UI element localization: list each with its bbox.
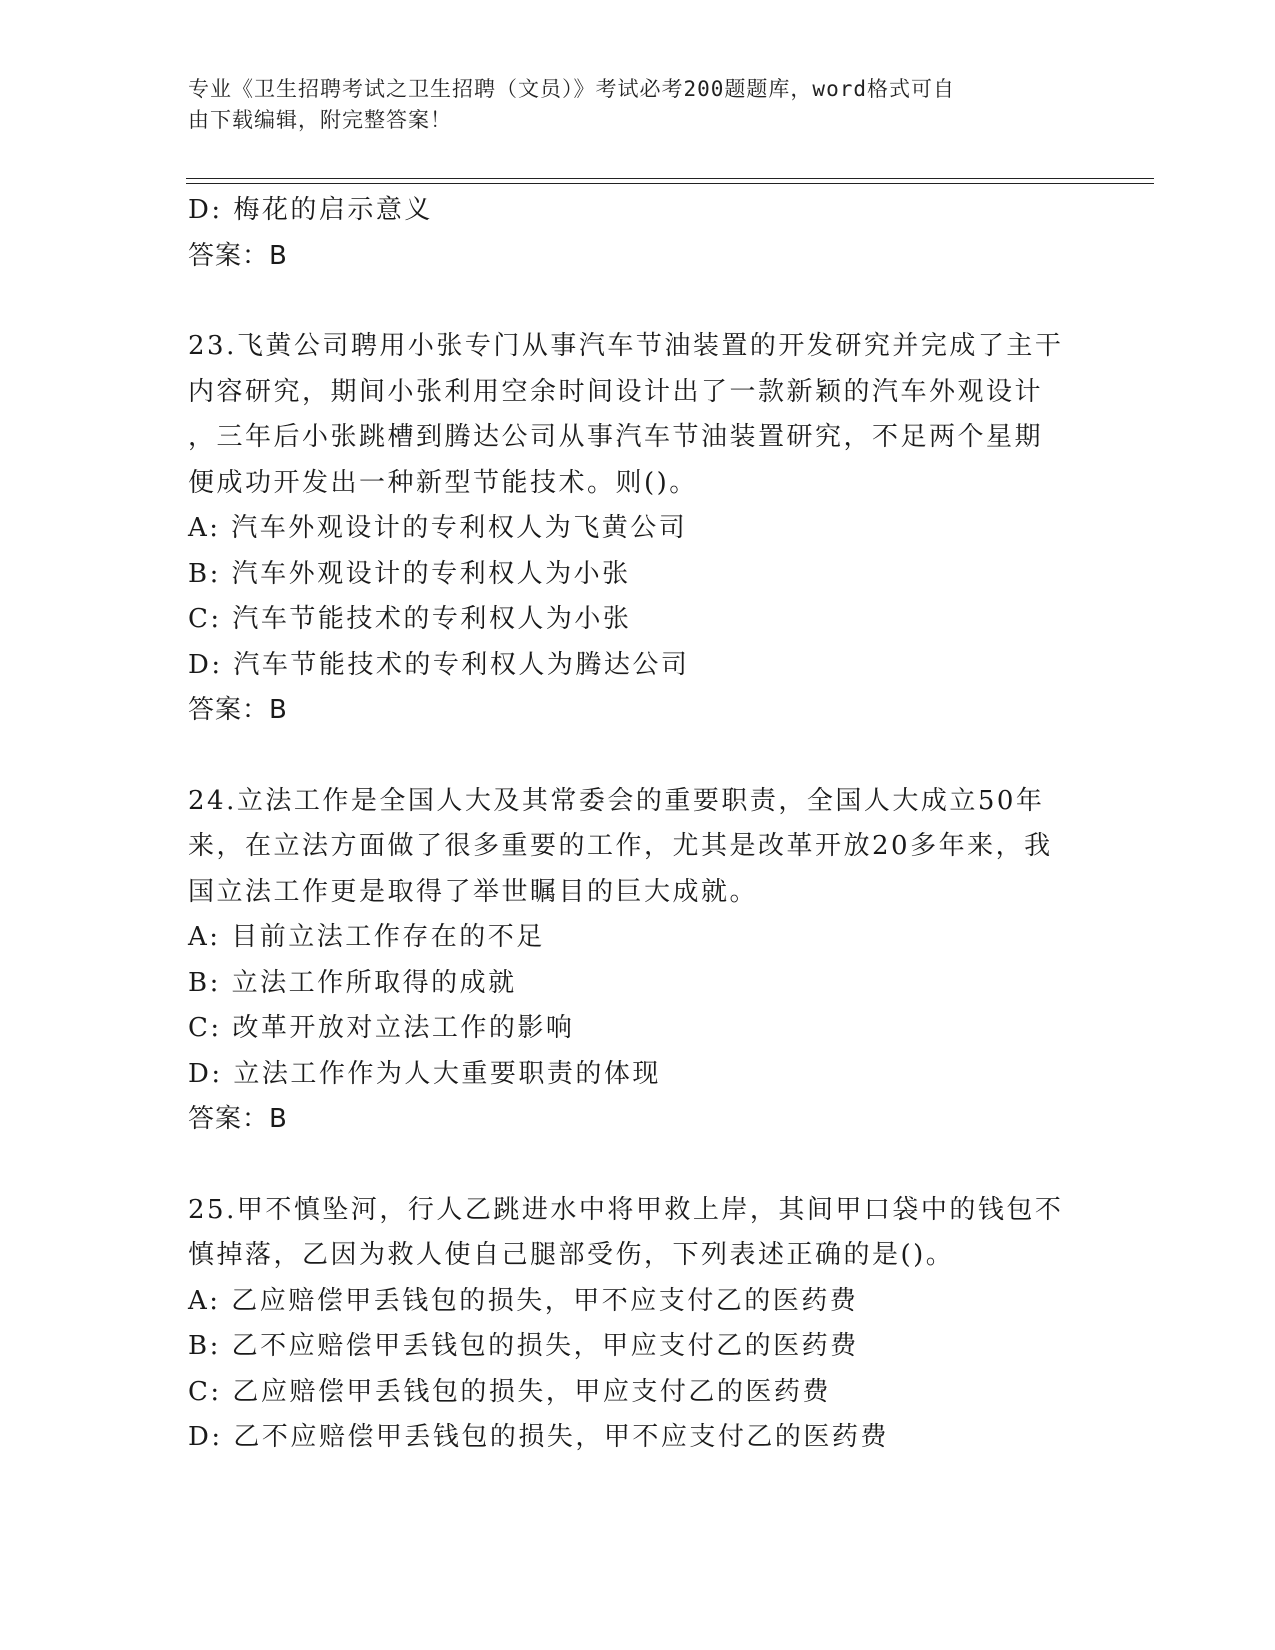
spacer xyxy=(188,279,1088,324)
question-block xyxy=(188,1188,1088,1461)
answer-line: 答案：B xyxy=(188,1104,288,1134)
spacer xyxy=(188,734,1088,779)
option-a: A: 汽车外观设计的专利权人为飞黄公司 xyxy=(188,513,688,543)
question-stem-line: 24.立法工作是全国人大及其常委会的重要职责，全国人大成立50年 xyxy=(188,785,1045,816)
option-b: B: 汽车外观设计的专利权人为小张 xyxy=(188,558,631,589)
option-c: C: 乙应赔偿甲丢钱包的损失，甲应支付乙的医药费 xyxy=(188,1376,831,1407)
option-d: D: 立法工作作为人大重要职责的体现 xyxy=(188,1058,661,1089)
page-header xyxy=(188,74,1068,136)
answer-line: 答案：B xyxy=(188,695,288,725)
answer-line: 答案：B xyxy=(188,240,288,271)
option-d: D: 梅花的启示意义 xyxy=(188,195,433,225)
option-d: D: 乙不应赔偿甲丢钱包的损失，甲不应支付乙的医药费 xyxy=(188,1422,889,1452)
header-line: 专业《卫生招聘考试之卫生招聘（文员）》考试必考200题题库，word格式可自 xyxy=(188,77,955,101)
question-stem-line: 内容研究，期间小张利用空余时间设计出了一款新颖的汽车外观设计 xyxy=(188,376,1044,407)
question-stem-line: 来，在立法方面做了很多重要的工作，尤其是改革开放20多年来，我 xyxy=(188,831,1053,861)
option-c: C: 汽车节能技术的专利权人为小张 xyxy=(188,604,632,634)
option-a: A: 乙应赔偿甲丢钱包的损失，甲不应支付乙的医药费 xyxy=(188,1285,859,1316)
option-d: D: 汽车节能技术的专利权人为腾达公司 xyxy=(188,649,690,680)
option-a: A: 目前立法工作存在的不足 xyxy=(188,922,545,952)
header-divider xyxy=(186,178,1154,179)
option-b: B: 立法工作所取得的成就 xyxy=(188,967,517,998)
question-block xyxy=(188,779,1088,1143)
question-stem-line: 25.甲不慎坠河，行人乙跳进水中将甲救上岸，其间甲口袋中的钱包不 xyxy=(188,1194,1064,1225)
header-line: 由下载编辑，附完整答案！ xyxy=(188,108,452,132)
option-b: B: 乙不应赔偿甲丢钱包的损失，甲应支付乙的医药费 xyxy=(188,1331,859,1361)
question-stem-line: 便成功开发出一种新型节能技术。则()。 xyxy=(188,467,698,498)
document-body xyxy=(188,188,1088,1461)
spacer xyxy=(188,1143,1088,1188)
question-stem-line: 国立法工作更是取得了举世瞩目的巨大成就。 xyxy=(188,876,759,907)
option-c: C: 改革开放对立法工作的影响 xyxy=(188,1013,575,1043)
question-block xyxy=(188,324,1088,734)
question-stem-line: 23.飞黄公司聘用小张专门从事汽车节油装置的开发研究并完成了主干 xyxy=(188,331,1064,361)
header-divider xyxy=(186,183,1154,184)
question-stem-line: 慎掉落，乙因为救人使自己腿部受伤，下列表述正确的是()。 xyxy=(188,1240,955,1270)
question-stem-line: ，三年后小张跳槽到腾达公司从事汽车节油装置研究，不足两个星期 xyxy=(188,422,1044,452)
